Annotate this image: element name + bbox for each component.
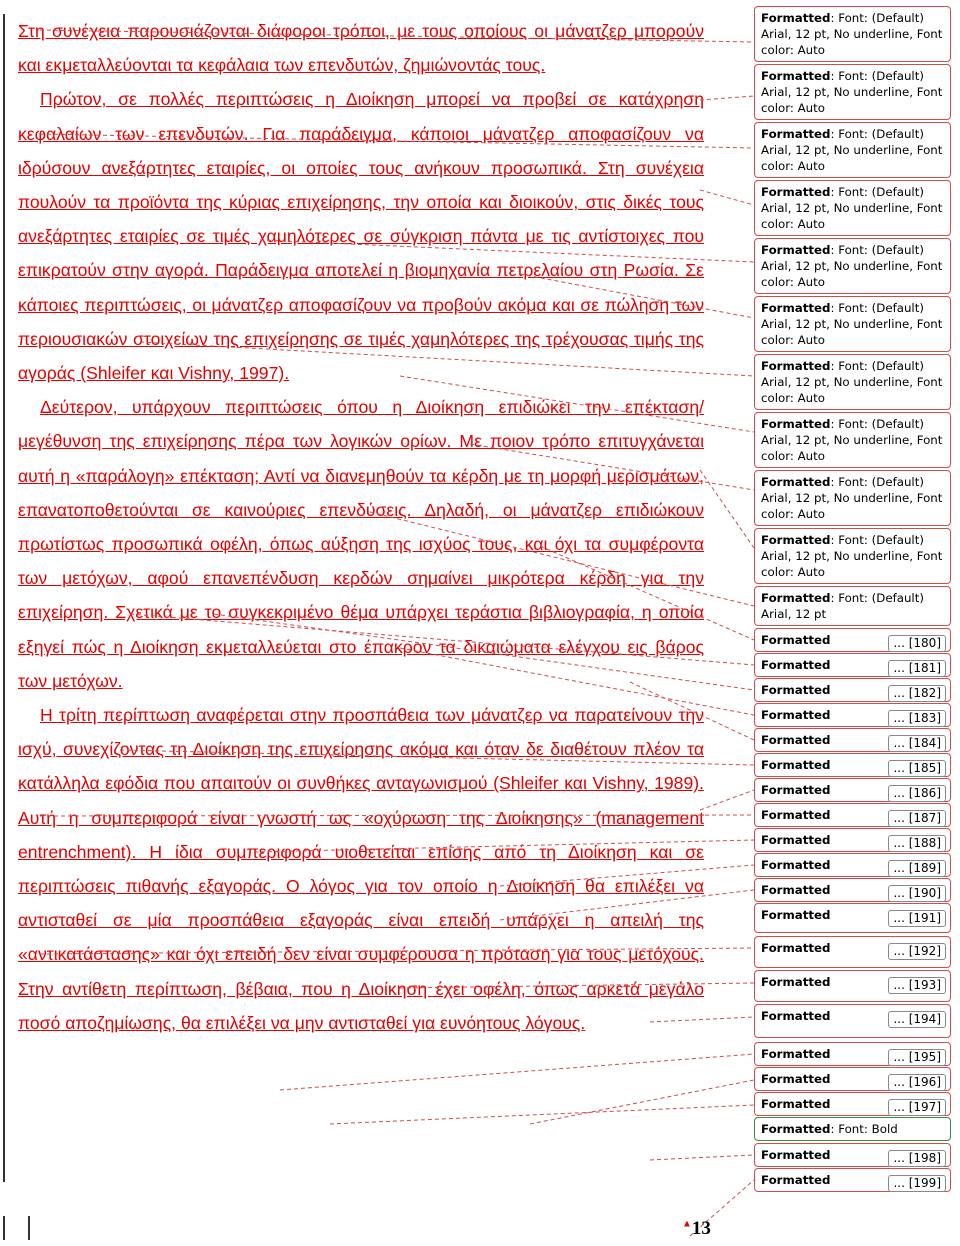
formatted-ref-balloon[interactable]: Formatted ... [181] xyxy=(754,653,951,677)
formatted-ref-balloon[interactable]: Formatted ... [199] xyxy=(754,1168,951,1192)
formatted-ref-balloon[interactable]: Formatted ... [187] xyxy=(754,803,951,827)
ref-link[interactable]: ... [188] xyxy=(888,835,946,852)
ref-link[interactable]: ... [194] xyxy=(888,1011,946,1028)
formatted-ref-balloon[interactable]: Formatted ... [193] xyxy=(754,970,951,1002)
formatted-ref-balloon[interactable]: Formatted ... [180] xyxy=(754,628,951,652)
ref-link[interactable]: ... [193] xyxy=(888,977,946,994)
format-balloon[interactable]: Formatted: Font: (Default) Arial, 12 pt, No underline, Font color: Auto xyxy=(754,296,951,352)
ref-link[interactable]: ... [192] xyxy=(888,943,946,960)
change-bar-right xyxy=(28,1216,30,1240)
format-balloon[interactable]: Formatted: Font: (Default) Arial, 12 pt, No underline, Font color: Auto xyxy=(754,180,951,236)
format-balloon[interactable]: Formatted: Font: (Default) Arial, 12 pt, No underline, Font color: Auto xyxy=(754,354,951,410)
ref-link[interactable]: ... [180] xyxy=(888,635,946,652)
format-balloon[interactable]: Formatted: Font: (Default) Arial, 12 pt, No underline, Font color: Auto xyxy=(754,238,951,294)
paragraph-third-case: Η τρίτη περίπτωση αναφέρεται στην προσπάθεια των μάνατζερ να παρατείνουν την ισχύ, συνεχίζοντας τη Διοίκηση της επιχείρησης ακόμα και όταν δε διαθέτουν πλέον τα κατάλληλα εφόδια που απαιτούν οι συνθήκες ανταγωνισμού (Shleifer και Vishny, 1989). Αυτή η συμπεριφορά είναι γνωστή ως «οχύρωση της Διοίκησης» (management entrenchment). Η ίδια συμπεριφορά υιοθετείται επίσης από τη Διοίκηση και σε περιπτώσεις πιθανής εξαγοράς. Ο λόγος για τον οποίο η Διοίκηση θα επιλέξει να αντισταθεί σε μία προσπάθεια εξαγοράς είναι επειδή υπάρχει η απειλή της «αντικατάστασης» και όχι επειδή δεν είναι συμφέρουσα η πρόταση για τους μετόχους. Στην αντίθετη περίπτωση, βέβαια, που η Διοίκηση έχει οφέλη, όπως αρκετά μεγάλο ποσό αποζημίωσης, θα επιλέξει να μην αντισταθεί για ευνόητους λόγους. xyxy=(18,705,704,1033)
ref-link[interactable]: ... [197] xyxy=(888,1099,946,1116)
format-balloon[interactable]: Formatted: Font: (Default) Arial, 12 pt, No underline, Font color: Auto xyxy=(754,470,951,526)
paragraph-second-case: Δεύτερον, υπάρχουν περιπτώσεις όπου η Διοίκηση επιδιώκει την επέκταση/μεγέθυνση της επιχείρησης πέρα των λογικών ορίων. Με ποιον τρόπο επιτυγχάνεται αυτή η «παράλογη» επέκταση; Αντί να διανεμηθούν τα κέρδη με τη μορφή μερισμάτων, επανατοποθετούνται σε καινούριες επενδύσεις. Δηλαδή, οι μάνατζερ επιδιώκουν πρωτίστως προσωπικά οφέλη, όπως αύξηση της ισχύος τους, και όχι τα συμφέροντα των μετόχων, αφού επανεπένδυση κερδών σημαίνει μικρότερα κέρδη για την επιχείρηση. Σχετικά με το συγκεκριμένο θέμα υπάρχει τεράστια βιβλιογραφία, η οποία εξηγεί πώς η Διοίκηση εκμεταλλεύεται στο έπακρον τα δικαιώματα ελέγχου εις βάρος των μετόχων. xyxy=(18,397,704,691)
ref-link[interactable]: ... [181] xyxy=(888,660,946,677)
format-balloon[interactable]: Formatted: Font: (Default) Arial, 12 pt, No underline, Font color: Auto xyxy=(754,412,951,468)
ref-link[interactable]: ... [196] xyxy=(888,1074,946,1091)
ref-link[interactable]: ... [190] xyxy=(888,885,946,902)
ref-link[interactable]: ... [189] xyxy=(888,860,946,877)
ref-link[interactable]: ... [182] xyxy=(888,685,946,702)
ref-link[interactable]: ... [195] xyxy=(888,1049,946,1066)
change-bar-footer xyxy=(3,1216,5,1240)
bold-format-balloon[interactable]: Formatted: Font: Bold xyxy=(754,1117,951,1141)
ref-link[interactable]: ... [183] xyxy=(888,710,946,727)
insert-caret-icon: ▲ xyxy=(682,1218,692,1230)
ref-link[interactable]: ... [191] xyxy=(888,910,946,927)
formatted-ref-balloon[interactable]: Formatted ... [189] xyxy=(754,853,951,877)
formatted-ref-balloon[interactable]: Formatted ... [188] xyxy=(754,828,951,852)
formatted-ref-balloon[interactable]: Formatted ... [192] xyxy=(754,936,951,968)
paragraph-intro: Στη συνέχεια παρουσιάζονται διάφοροι τρόποι, με τους οποίους οι μάνατζερ μπορούν και εκμεταλλεύονται τα κεφάλαια των επενδυτών, ζημιώνοντάς τους. xyxy=(18,21,704,76)
format-balloon[interactable]: Formatted: Font: (Default) Arial, 12 pt, No underline, Font color: Auto xyxy=(754,6,951,62)
format-balloon[interactable]: Formatted: Font: (Default) Arial, 12 pt, No underline, Font color: Auto xyxy=(754,64,951,120)
ref-link[interactable]: ... [187] xyxy=(888,810,946,827)
formatted-ref-balloon[interactable]: Formatted ... [198] xyxy=(754,1143,951,1167)
formatted-ref-balloon[interactable]: Formatted ... [195] xyxy=(754,1042,951,1066)
change-bar xyxy=(3,14,5,1182)
formatted-ref-balloon[interactable]: Formatted ... [197] xyxy=(754,1092,951,1116)
page-number: ▲13 xyxy=(682,1218,711,1239)
ref-link[interactable]: ... [199] xyxy=(888,1175,946,1192)
formatted-ref-balloon[interactable]: Formatted ... [182] xyxy=(754,678,951,702)
formatted-ref-balloon[interactable]: Formatted ... [186] xyxy=(754,778,951,802)
ref-link[interactable]: ... [185] xyxy=(888,760,946,777)
formatted-ref-balloon[interactable]: Formatted ... [184] xyxy=(754,728,951,752)
format-balloon[interactable]: Formatted: Font: (Default) Arial, 12 pt, No underline, Font color: Auto xyxy=(754,122,951,178)
formatted-ref-balloon[interactable]: Formatted ... [183] xyxy=(754,703,951,727)
paragraph-first-case: Πρώτον, σε πολλές περιπτώσεις η Διοίκηση μπορεί να προβεί σε κατάχρηση κεφαλαίων των επενδυτών. Για παράδειγμα, κάποιοι μάνατζερ αποφασίζουν να ιδρύσουν ανεξάρτητες εταιρίες, οι οποίες τους ανήκουν προσωπικά. Στη συνέχεια πουλούν τα προϊόντα της κύριας επιχείρησης, την οποία και διοικούν, στις δικές τους ανεξάρτητες εταιρίες σε τιμές χαμηλότερες σε σύγκριση πάντα με τις αντίστοιχες που επικρατούν στην αγορά. Παράδειγμα αποτελεί η βιομηχανία πετρελαίου στη Ρωσία. Σε κάποιες περιπτώσεις, οι μάνατζερ αποφασίζουν να προβούν ακόμα και σε πώληση των περιουσιακών στοιχείων της επιχείρησης σε τιμές χαμηλότερες της τρέχουσας τιμής της αγοράς (Shleifer και Vishny, 1997). xyxy=(18,89,704,384)
formatted-ref-balloon[interactable]: Formatted ... [196] xyxy=(754,1067,951,1091)
ref-link[interactable]: ... [198] xyxy=(888,1150,946,1167)
formatted-ref-balloon[interactable]: Formatted ... [190] xyxy=(754,878,951,902)
format-balloon[interactable]: Formatted: Font: (Default) Arial, 12 pt xyxy=(754,586,951,626)
formatted-ref-balloon[interactable]: Formatted ... [191] xyxy=(754,903,951,933)
ref-link[interactable]: ... [184] xyxy=(888,735,946,752)
formatted-ref-balloon[interactable]: Formatted ... [185] xyxy=(754,753,951,777)
format-balloon[interactable]: Formatted: Font: (Default) Arial, 12 pt, No underline, Font color: Auto xyxy=(754,528,951,584)
ref-link[interactable]: ... [186] xyxy=(888,785,946,802)
formatted-ref-balloon[interactable]: Formatted ... [194] xyxy=(754,1004,951,1038)
document-body xyxy=(18,14,704,1040)
